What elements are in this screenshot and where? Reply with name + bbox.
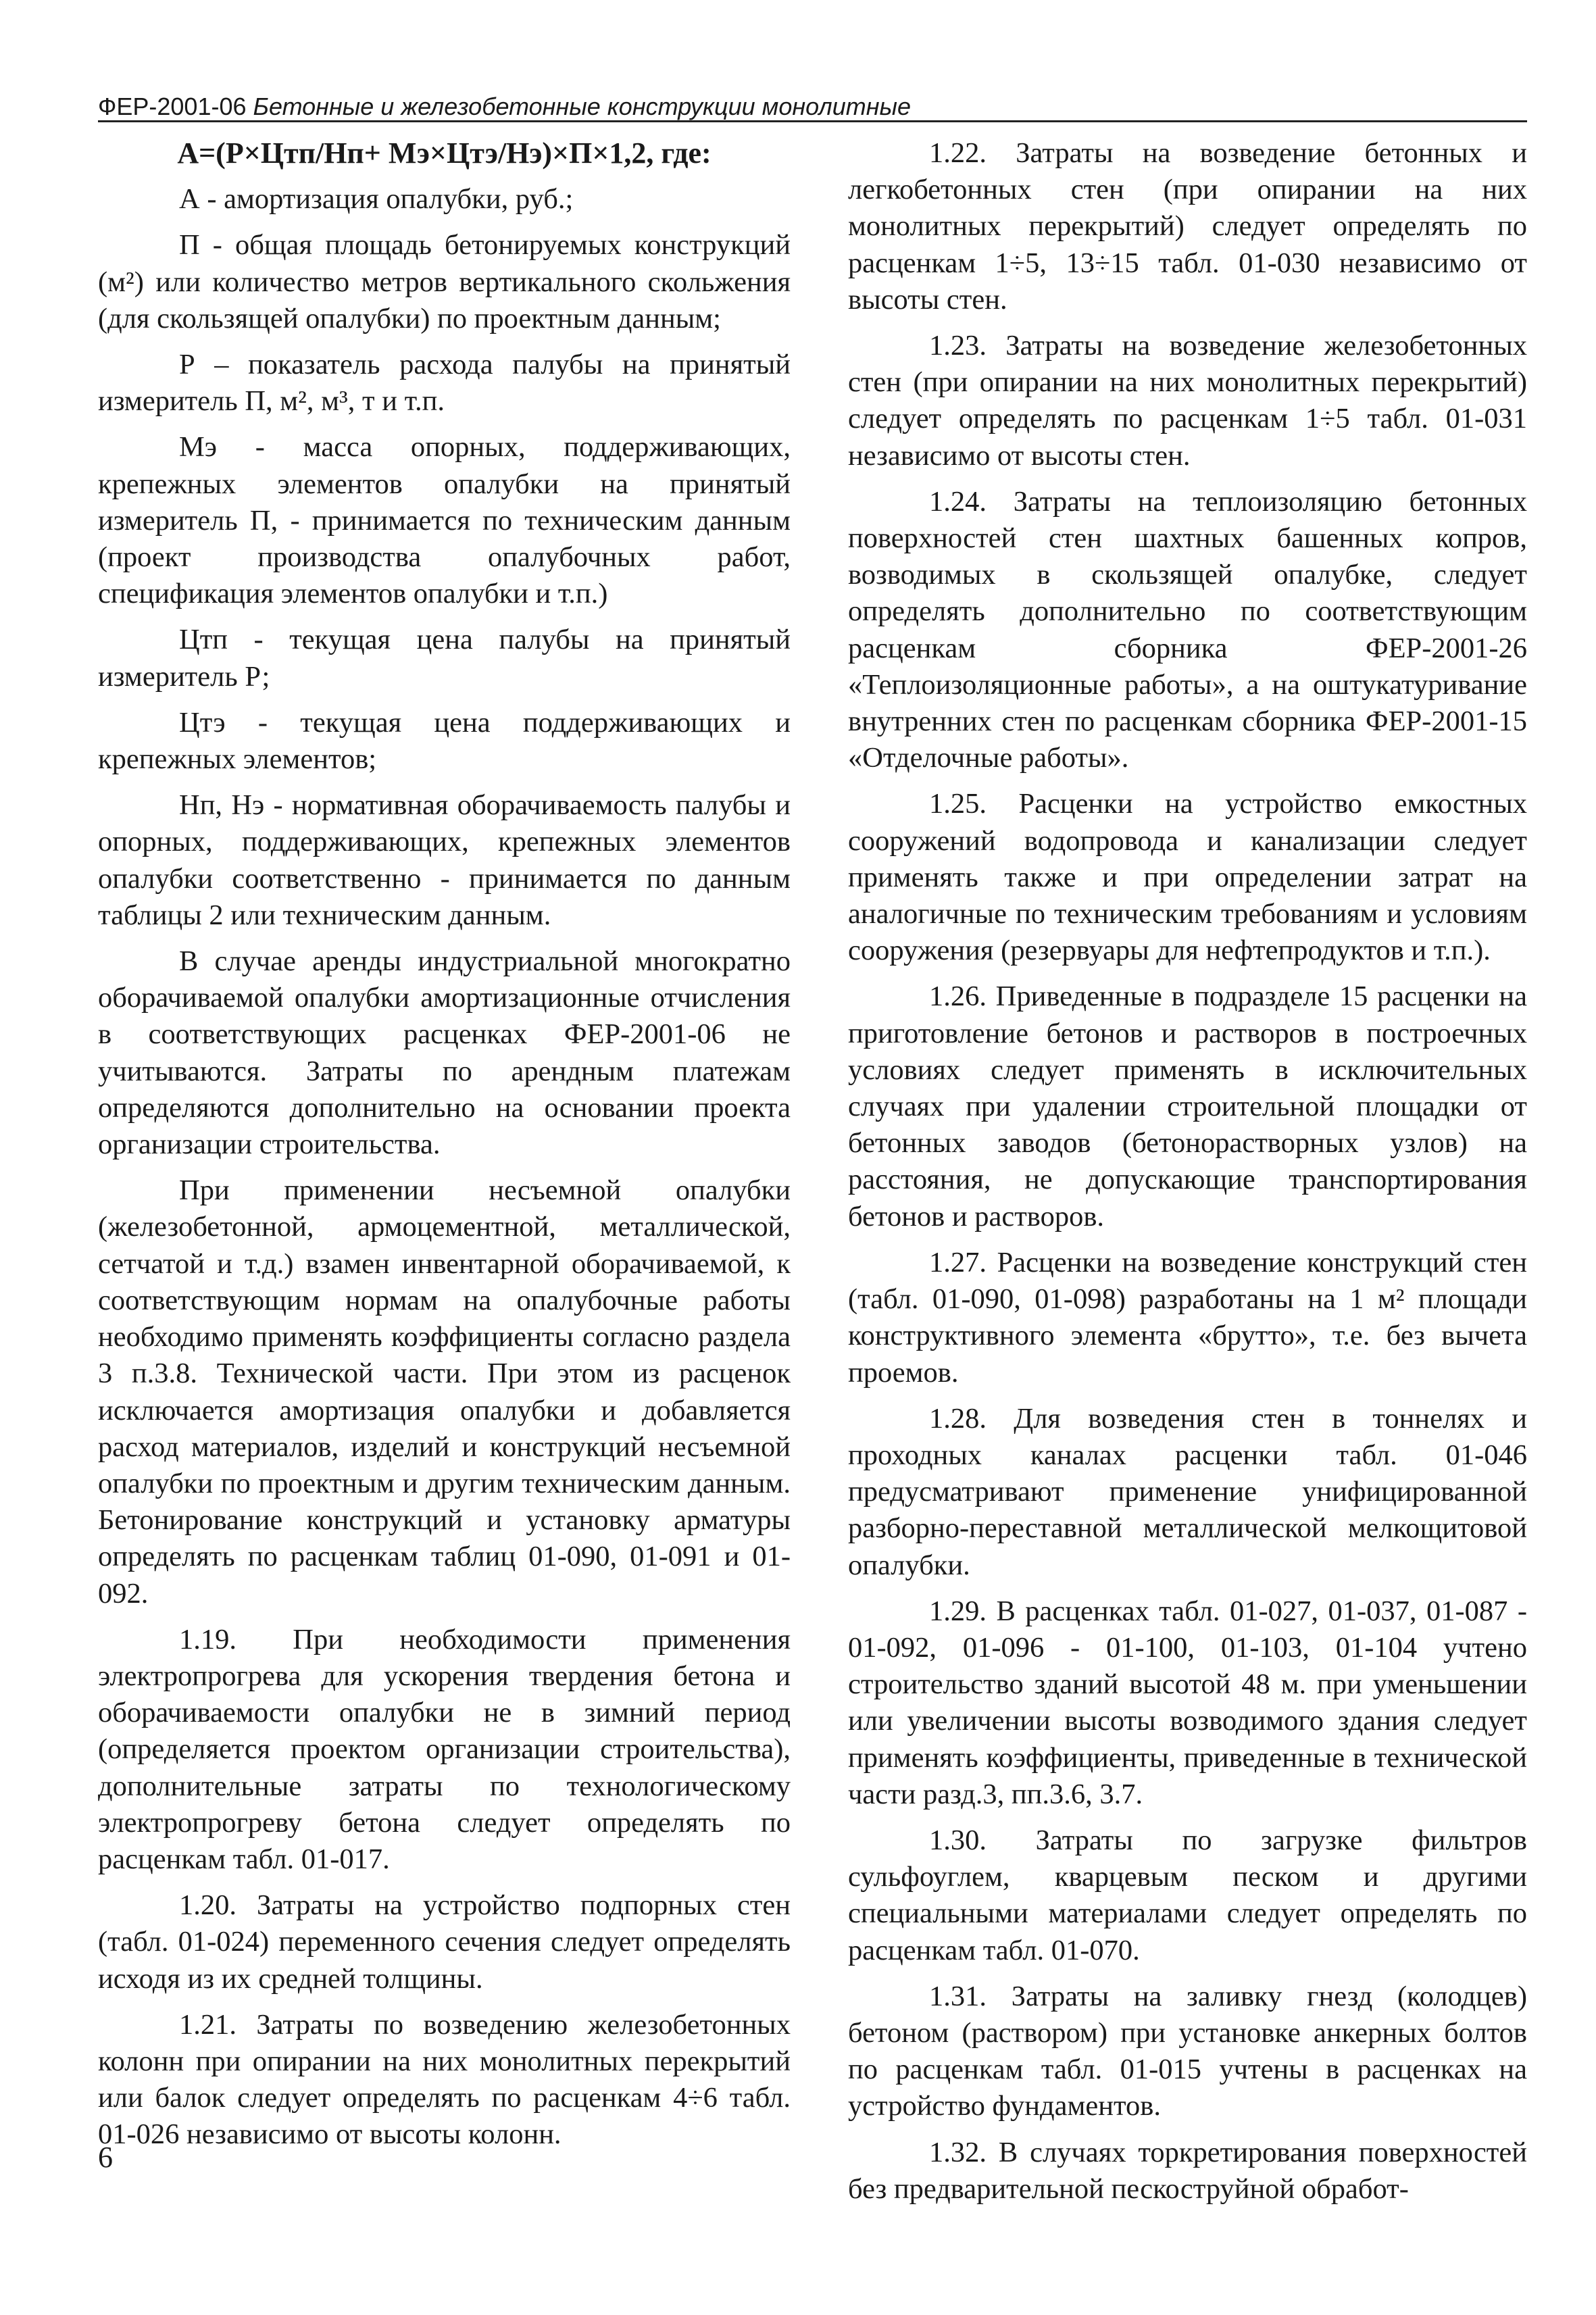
paragraph-rental-formwork: В случае аренды индустриальной многократно оборачиваемой опалубки амортизационные отчисления в соответствующих расценках ФЕР-2001-06 не учитываются. Затраты по арендным платежам определяются дополнительно на основании проекта организации строительства. — [98, 945, 791, 1161]
amortization-formula: А=(Р×Цтп/Нп+ Мэ×Цтэ/Нэ)×П×1,2, где: — [177, 136, 712, 170]
paragraph-1-27: 1.27. Расценки на возведение конструкций стен (табл. 01-090, 01-098) разработаны на 1 м² площади конструктивного элемента «брутто», т.е. без вычета проемов. — [848, 1246, 1527, 1389]
paragraph-1-22: 1.22. Затраты на возведение бетонных и легкобетонных стен (при опирании на них монолитных перекрытий) следует определять по расценкам 1÷5, 13÷15 табл. 01-030 независимо от высоты стен. — [848, 137, 1527, 316]
left-column — [98, 135, 791, 2163]
right-column — [848, 135, 1527, 2217]
page-number: 6 — [98, 2141, 113, 2174]
header-title: Бетонные и железобетонные конструкции монолитные — [253, 93, 912, 120]
paragraph-1-19: 1.19. При необходимости применения электропрогрева для ускорения твердения бетона и оборачиваемости опалубки не в зимний период (определяется проектом организации строительства), дополнительные затраты по технологическому электропрогреву бетона следует определять по расценкам табл. 01-017. — [98, 1623, 791, 1875]
definition-r: Р – показатель расхода палубы на принятый измеритель П, м², м³, т и т.п. — [98, 349, 791, 418]
definition-cte: Цтэ - текущая цена поддерживающих и крепежных элементов; — [98, 706, 791, 776]
paragraph-1-24: 1.24. Затраты на теплоизоляцию бетонных поверхностей стен шахтных башенных копров, возводимых в скользящей опалубке, следует определять дополнительно по соответствующим расценкам сборника ФЕР-2001-26 «Теплоизоляционные работы», а на оштукатуривание внутренних стен по расценкам сборника ФЕР-2001-15 «Отделочные работы». — [848, 485, 1527, 774]
definition-ctp: Цтп - текущая цена палубы на принятый измеритель Р; — [98, 624, 791, 693]
running-header — [98, 93, 1527, 122]
definition-p: П - общая площадь бетонируемых конструкций (м²) или количество метров вертикального скольжения (для скользящей опалубки) по проектным данным; — [98, 229, 791, 334]
paragraph-1-32: 1.32. В случаях торкретирования поверхностей без предварительной пескоструйной обработ- — [848, 2136, 1527, 2205]
paragraph-1-20: 1.20. Затраты на устройство подпорных стен (табл. 01-024) переменного сечения следует определять исходя из их средней толщины. — [98, 1889, 791, 1995]
definition-a: А - амортизация опалубки, руб.; — [179, 183, 574, 216]
paragraph-fixed-formwork: При применении несъемной опалубки (железобетонной, армоцементной, металлической, сетчатой и т.д.) взамен инвентарной оборачиваемой, к соответствующим нормам на опалубочные работы необходимо применять коэффициенты согласно раздела 3 п.3.8. Технической части. При этом из расценок исключается амортизация опалубки и добавляется расход материалов, изделий и конструкций несъемной опалубки по проектным и другим техническим данным. Бетонирование конструкций и установку арматуры определять по расценкам таблиц 01-090, 01-091 и 01-092. — [98, 1174, 791, 1610]
paragraph-1-21: 1.21. Затраты по возведению железобетонных колонн при опирании на них монолитных перекрытий или балок следует определять по расценкам 4÷6 табл. 01-026 независимо от высоты колонн. — [98, 2008, 791, 2151]
paragraph-1-30: 1.30. Затраты по загрузке фильтров сульфоуглем, кварцевым песком и другими специальными материалами следует определять по расценкам табл. 01-070. — [848, 1824, 1527, 1966]
header-code: ФЕР-2001-06 — [98, 93, 247, 120]
definition-np-ne: Нп, Нэ - нормативная оборачиваемость палубы и опорных, поддерживающих, крепежных элементов опалубки соответственно - принимается по данным таблицы 2 или техническим данным. — [98, 789, 791, 931]
paragraph-1-23: 1.23. Затраты на возведение железобетонных стен (при опирании на них монолитных перекрытий) следует определять по расценкам 1÷5 табл. 01-031 независимо от высоты стен. — [848, 330, 1527, 472]
paragraph-1-25: 1.25. Расценки на устройство емкостных сооружений водопровода и канализации следует применять также и при определении затрат на аналогичные по техническим требованиям и условиям сооружения (резервуары для нефтепродуктов и т.п.). — [848, 788, 1527, 967]
paragraph-1-29: 1.29. В расценках табл. 01-027, 01-037, 01-087 - 01-092, 01-096 - 01-100, 01-103, 01-104 учтено строительство зданий высотой 48 м. при уменьшении или увеличении высоты возводимого здания следует применять коэффициенты, приведенные в технической части разд.3, пп.3.6, 3.7. — [848, 1595, 1527, 1810]
paragraph-1-28: 1.28. Для возведения стен в тоннелях и проходных каналах расценки табл. 01-046 предусматривают применение унифицированной разборно-переставной металлической мелкощитовой опалубки. — [848, 1402, 1527, 1581]
paragraph-1-31: 1.31. Затраты на заливку гнезд (колодцев) бетоном (раствором) при установке анкерных болтов по расценкам табл. 01-015 учтены в расценках на устройство фундаментов. — [848, 1980, 1527, 2122]
definition-me: Мэ - масса опорных, поддерживающих, крепежных элементов опалубки на принятый измеритель П, - принимается по техническим данным (проект производства опалубочных работ, спецификация элементов опалубки и т.п.) — [98, 431, 791, 610]
paragraph-1-26: 1.26. Приведенные в подразделе 15 расценки на приготовление бетонов и растворов в построечных условиях следует применять в исключительных случаях при удалении строительной площадки от бетонных заводов (бетонорастворных узлов) на расстояния, не допускающие транспортирования бетонов и растворов. — [848, 980, 1527, 1233]
